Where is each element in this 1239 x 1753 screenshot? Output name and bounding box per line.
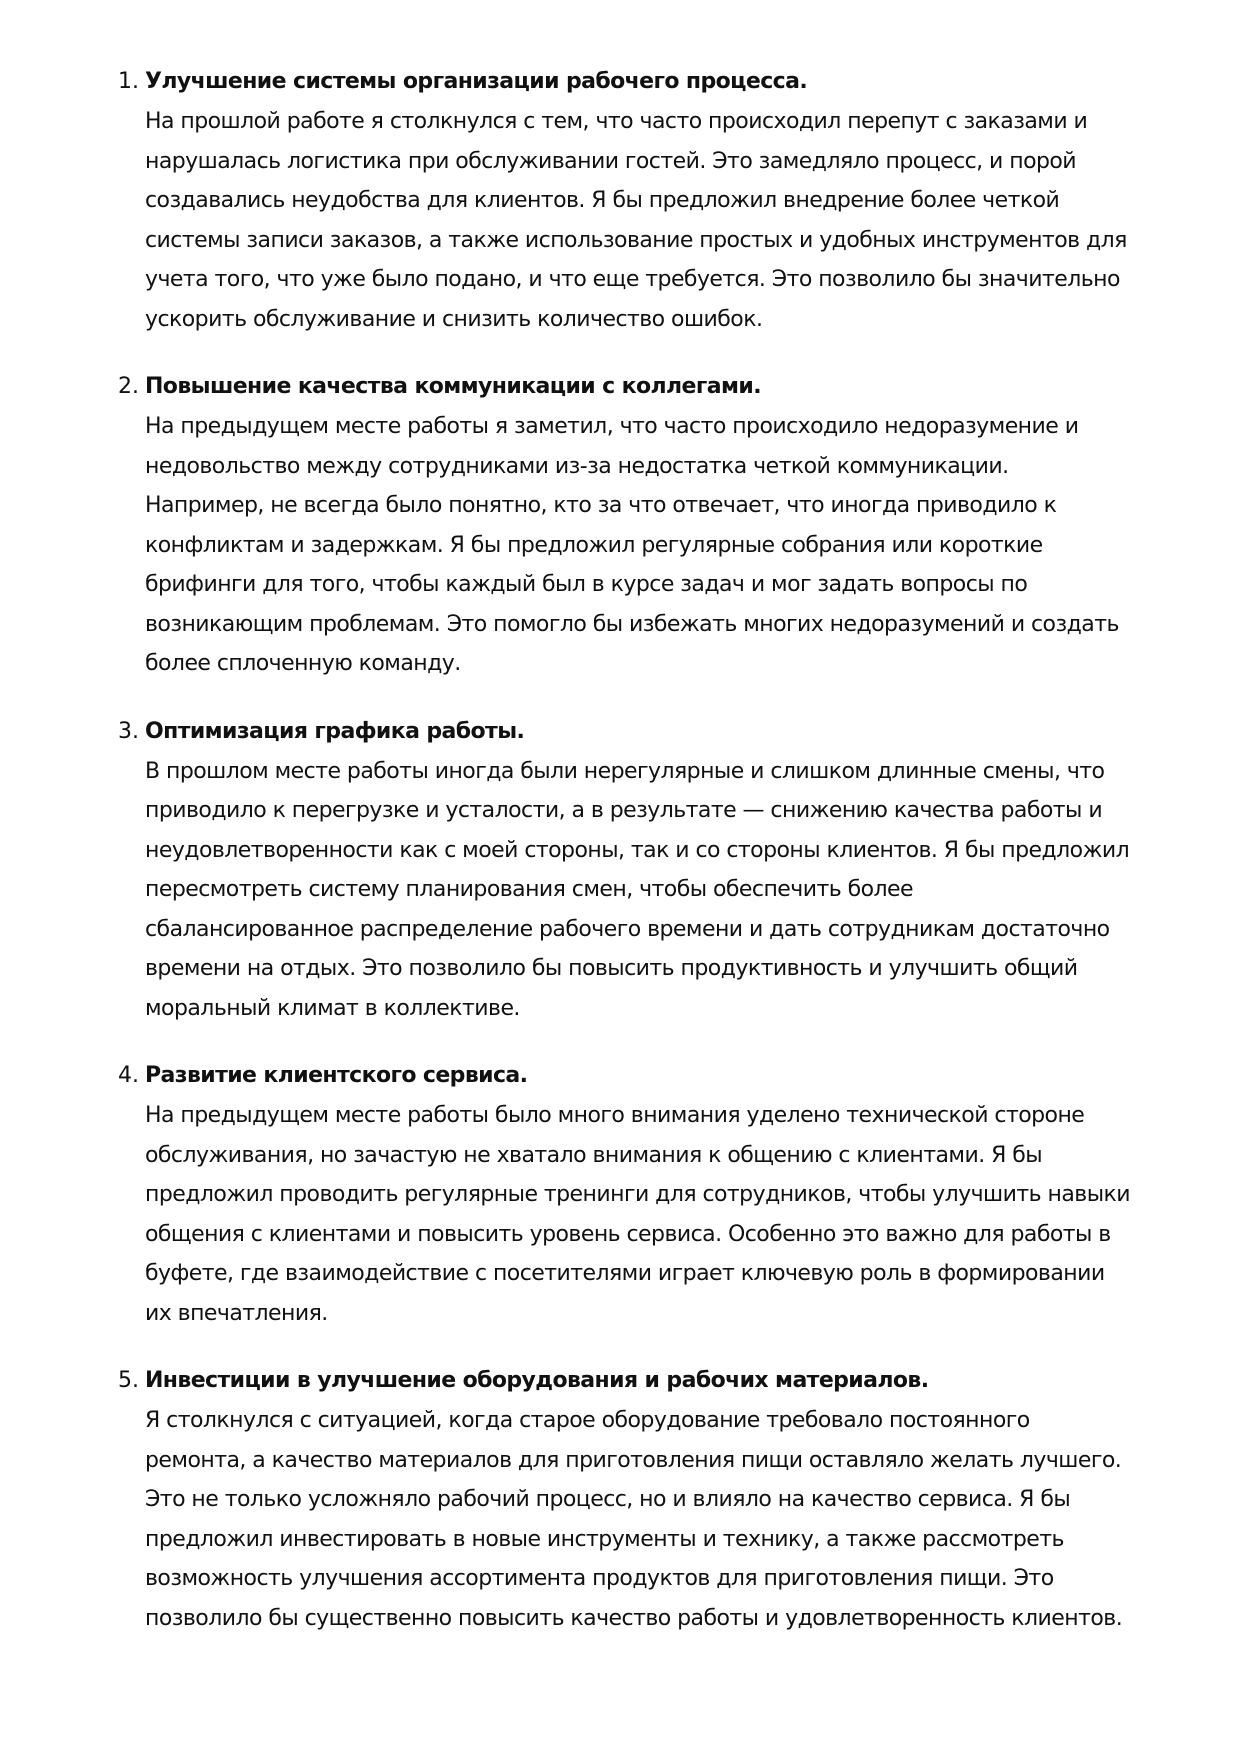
item-body: На предыдущем месте работы было много внимания уделено технической стороне обслуживания, но зачастую не хватало внимания к общению с клиентами. Я бы предложил проводить регулярные тренинги для сотрудников, чтобы улучшить навыки общения с клиентами и повысить уровень сервиса. Особенно это важно для работы в буфете, где взаимодействие с посетителями играет ключевую роль в формировании их впечатления. — [145, 1103, 1130, 1326]
list-item-1 — [0, 62, 1179, 339]
item-heading: Улучшение системы организации рабочего процесса. — [145, 69, 808, 94]
item-number: 4. — [118, 1063, 139, 1088]
list-item-3 — [0, 712, 1179, 1029]
list-item-5 — [0, 1361, 1179, 1638]
item-number: 2. — [118, 374, 139, 399]
item-number: 3. — [118, 718, 139, 744]
item-number: 5. — [118, 1368, 139, 1393]
item-body: На прошлой работе я столкнулся с тем, что часто происходил перепут с заказами и нарушалась логистика при обслуживании гостей. Это замедляло процесс, и порой создавались неудобства для клиентов. Я бы предложил внедрение более четкой системы записи заказов, а также использование простых и удобных инструментов для учета того, что уже было подано, и что еще требуется. Это позволило бы значительно ускорить обслуживание и снизить количество ошибок. — [145, 109, 1127, 332]
item-body: Я столкнулся с ситуацией, когда старое оборудование требовало постоянного ремонта, а качество материалов для приготовления пищи оставляло желать лучшего. Это не только усложняло рабочий процесс, но и влияло на качество сервиса. Я бы предложил инвестировать в новые инструменты и технику, а также рассмотреть возможность улучшения ассортимента продуктов для приготовления пищи. Это позволило бы существенно повысить качество работы и удовлетворенность клиентов. — [145, 1408, 1123, 1631]
item-body: В прошлом месте работы иногда были нерегулярные и слишком длинные смены, что приводило к перегрузке и усталости, а в результате — снижению качества работы и неудовлетворенности как с моей стороны, так и со стороны клиентов. Я бы предложил пересмотреть систему планирования смен, чтобы обеспечить более сбалансированное распределение рабочего времени и дать сотрудникам достаточно времени на отдых. Это позволило бы повысить продуктивность и улучшить общий моральный климат в коллективе. — [145, 758, 1130, 1021]
item-heading: Оптимизация графика работы. — [145, 718, 525, 744]
item-number: 1. — [118, 69, 139, 94]
item-heading: Развитие клиентского сервиса. — [145, 1063, 528, 1088]
item-heading: Повышение качества коммуникации с коллегами. — [145, 374, 761, 399]
item-heading: Инвестиции в улучшение оборудования и рабочих материалов. — [145, 1368, 929, 1393]
item-body: На предыдущем месте работы я заметил, что часто происходило недоразумение и недовольство между сотрудниками из-за недостатка четкой коммуникации. Например, не всегда было понятно, кто за что отвечает, что иногда приводило к конфликтам и задержкам. Я бы предложил регулярные собрания или короткие брифинги для того, чтобы каждый был в курсе задач и мог задать вопросы по возникающим проблемам. Это помогло бы избежать многих недоразумений и создать более сплоченную команду. — [145, 414, 1119, 676]
numbered-list — [0, 62, 1179, 1638]
list-item-4 — [0, 1056, 1179, 1333]
list-item-2 — [0, 367, 1179, 684]
